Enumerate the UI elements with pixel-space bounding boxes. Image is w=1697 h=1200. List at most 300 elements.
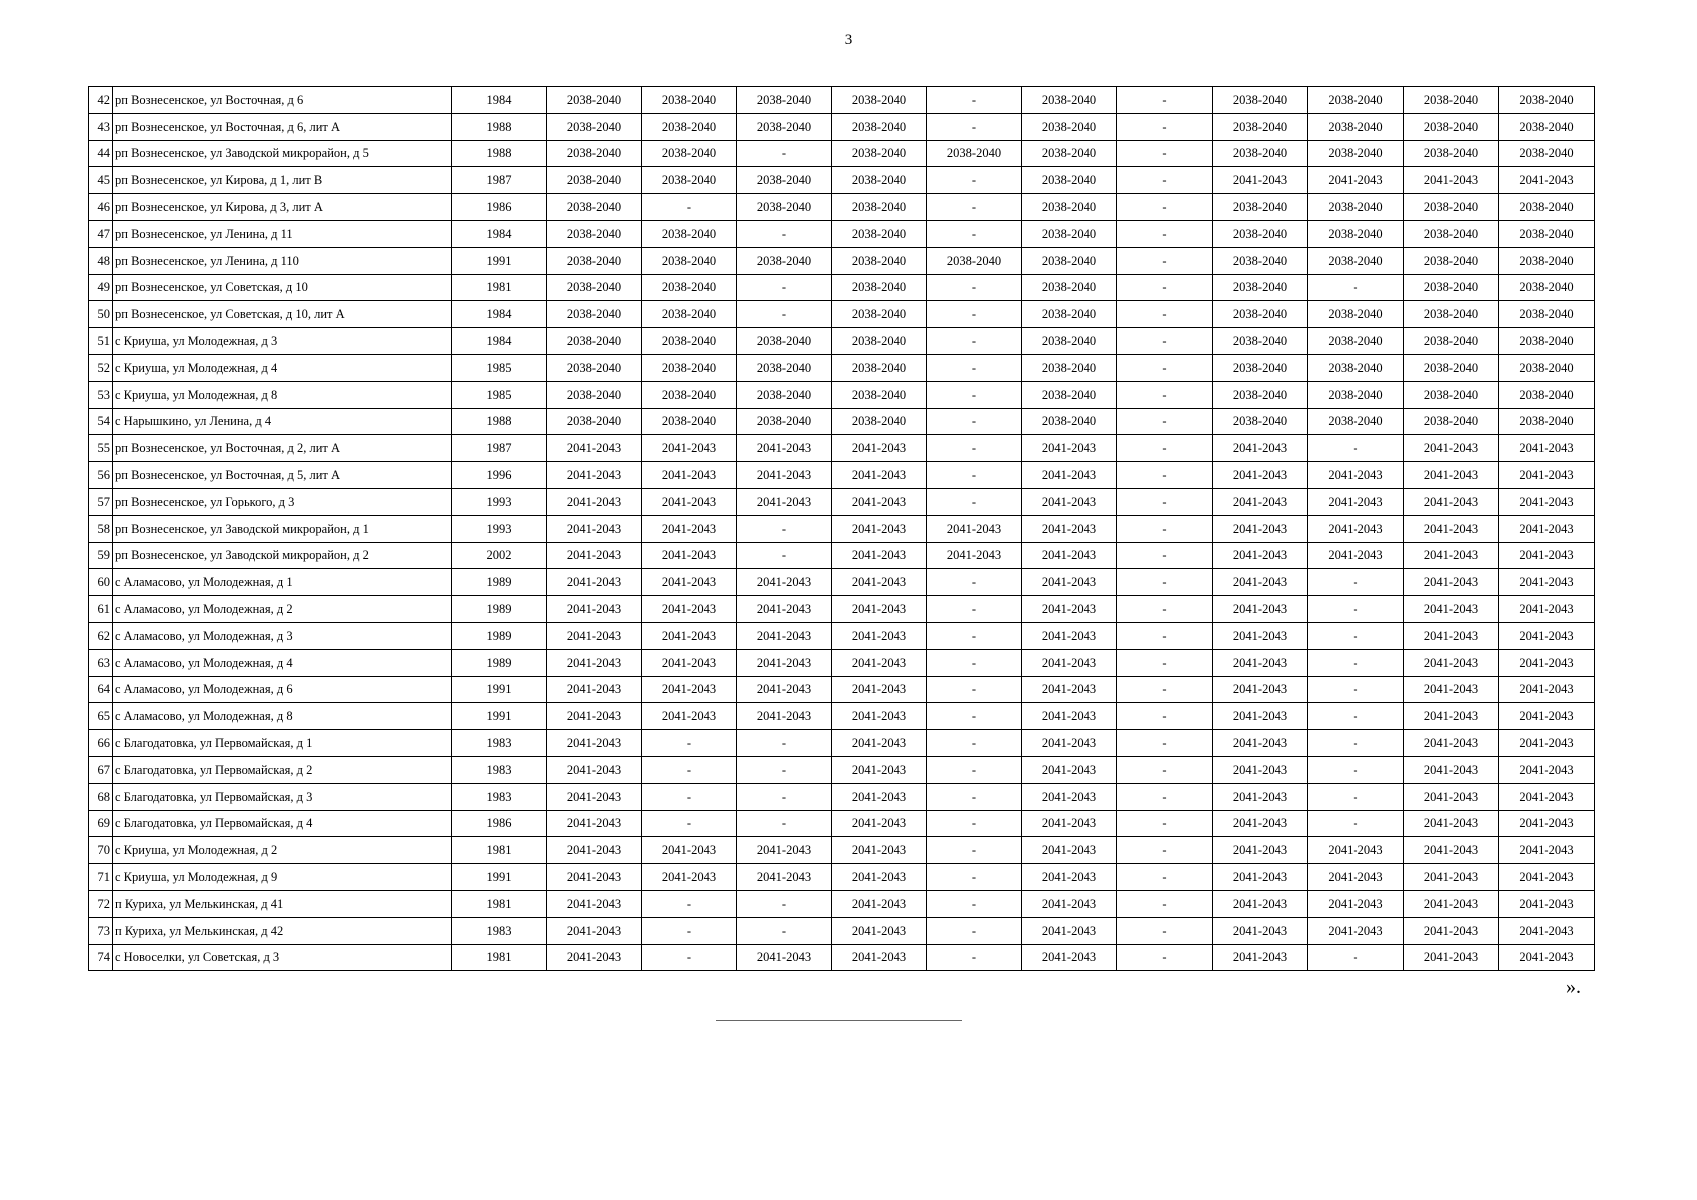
- year-built-cell: 1986: [452, 810, 547, 837]
- work-period-cell: -: [642, 194, 737, 221]
- row-number-cell: 54: [89, 408, 113, 435]
- work-period-cell: -: [1308, 703, 1404, 730]
- work-period-cell: 2041-2043: [1022, 622, 1117, 649]
- work-period-cell: -: [927, 301, 1022, 328]
- table-row: [89, 703, 1595, 730]
- row-number-cell: 61: [89, 596, 113, 623]
- work-period-cell: -: [1308, 676, 1404, 703]
- work-period-cell: -: [1117, 703, 1213, 730]
- work-period-cell: 2038-2040: [642, 408, 737, 435]
- year-built-cell: 1984: [452, 220, 547, 247]
- work-period-cell: 2041-2043: [1404, 488, 1499, 515]
- work-period-cell: 2041-2043: [1022, 569, 1117, 596]
- year-built-cell: 1991: [452, 864, 547, 891]
- work-period-cell: 2038-2040: [1499, 301, 1595, 328]
- work-period-cell: 2041-2043: [1022, 810, 1117, 837]
- address-cell: с Аламасово, ул Молодежная, д 6: [113, 676, 452, 703]
- work-period-cell: 2038-2040: [1499, 247, 1595, 274]
- work-period-cell: 2041-2043: [832, 783, 927, 810]
- work-period-cell: 2041-2043: [547, 810, 642, 837]
- work-period-cell: 2038-2040: [737, 167, 832, 194]
- work-period-cell: 2041-2043: [1499, 167, 1595, 194]
- work-period-cell: 2038-2040: [832, 113, 927, 140]
- work-period-cell: 2041-2043: [642, 703, 737, 730]
- work-period-cell: 2041-2043: [832, 864, 927, 891]
- work-period-cell: 2041-2043: [547, 676, 642, 703]
- work-period-cell: 2038-2040: [1022, 194, 1117, 221]
- work-period-cell: 2041-2043: [1213, 703, 1308, 730]
- year-built-cell: 1991: [452, 247, 547, 274]
- work-period-cell: -: [737, 756, 832, 783]
- table-row: [89, 462, 1595, 489]
- work-period-cell: -: [927, 328, 1022, 355]
- address-cell: рп Вознесенское, ул Кирова, д 1, лит В: [113, 167, 452, 194]
- work-period-cell: 2041-2043: [832, 488, 927, 515]
- table-row: [89, 837, 1595, 864]
- work-period-cell: 2041-2043: [1499, 837, 1595, 864]
- row-number-cell: 51: [89, 328, 113, 355]
- work-period-cell: 2041-2043: [1499, 435, 1595, 462]
- work-period-cell: 2038-2040: [1308, 220, 1404, 247]
- work-period-cell: -: [1117, 462, 1213, 489]
- work-period-cell: 2041-2043: [642, 515, 737, 542]
- work-period-cell: 2041-2043: [832, 649, 927, 676]
- work-period-cell: 2041-2043: [1404, 542, 1499, 569]
- work-period-cell: 2038-2040: [547, 113, 642, 140]
- work-period-cell: 2041-2043: [832, 810, 927, 837]
- work-period-cell: -: [927, 944, 1022, 971]
- work-period-cell: 2041-2043: [1213, 542, 1308, 569]
- work-period-cell: 2038-2040: [832, 274, 927, 301]
- work-period-cell: 2038-2040: [642, 140, 737, 167]
- work-period-cell: -: [927, 783, 1022, 810]
- work-period-cell: -: [927, 194, 1022, 221]
- work-period-cell: -: [1117, 542, 1213, 569]
- year-built-cell: 1984: [452, 328, 547, 355]
- work-period-cell: 2041-2043: [1022, 783, 1117, 810]
- work-period-cell: -: [737, 917, 832, 944]
- work-period-cell: -: [1308, 622, 1404, 649]
- table-row: [89, 676, 1595, 703]
- table-row: [89, 917, 1595, 944]
- work-period-cell: 2041-2043: [547, 649, 642, 676]
- work-period-cell: 2038-2040: [1404, 194, 1499, 221]
- work-period-cell: 2038-2040: [1499, 87, 1595, 114]
- year-built-cell: 1989: [452, 569, 547, 596]
- work-period-cell: -: [927, 408, 1022, 435]
- work-period-cell: 2038-2040: [1022, 220, 1117, 247]
- work-period-cell: -: [737, 890, 832, 917]
- work-period-cell: 2041-2043: [547, 703, 642, 730]
- row-number-cell: 73: [89, 917, 113, 944]
- work-period-cell: 2041-2043: [1308, 864, 1404, 891]
- work-period-cell: 2041-2043: [1404, 944, 1499, 971]
- year-built-cell: 1991: [452, 676, 547, 703]
- row-number-cell: 71: [89, 864, 113, 891]
- year-built-cell: 1996: [452, 462, 547, 489]
- work-period-cell: 2041-2043: [1022, 488, 1117, 515]
- work-period-cell: 2041-2043: [1404, 622, 1499, 649]
- work-period-cell: 2041-2043: [547, 542, 642, 569]
- work-period-cell: 2038-2040: [547, 381, 642, 408]
- work-period-cell: 2038-2040: [1022, 113, 1117, 140]
- work-period-cell: 2041-2043: [1213, 569, 1308, 596]
- work-period-cell: 2038-2040: [642, 301, 737, 328]
- address-cell: с Аламасово, ул Молодежная, д 1: [113, 569, 452, 596]
- work-period-cell: 2038-2040: [1499, 354, 1595, 381]
- work-period-cell: 2041-2043: [737, 944, 832, 971]
- work-period-cell: 2038-2040: [927, 140, 1022, 167]
- work-period-cell: 2041-2043: [832, 596, 927, 623]
- work-period-cell: -: [927, 87, 1022, 114]
- work-period-cell: 2041-2043: [737, 676, 832, 703]
- work-period-cell: -: [1117, 354, 1213, 381]
- row-number-cell: 68: [89, 783, 113, 810]
- table-row: [89, 542, 1595, 569]
- work-period-cell: 2038-2040: [1022, 247, 1117, 274]
- work-period-cell: -: [1117, 810, 1213, 837]
- address-cell: с Криуша, ул Молодежная, д 9: [113, 864, 452, 891]
- year-built-cell: 1986: [452, 194, 547, 221]
- table-row: [89, 113, 1595, 140]
- address-cell: с Новоселки, ул Советская, д 3: [113, 944, 452, 971]
- work-period-cell: 2038-2040: [642, 274, 737, 301]
- year-built-cell: 2002: [452, 542, 547, 569]
- table-row: [89, 810, 1595, 837]
- row-number-cell: 70: [89, 837, 113, 864]
- row-number-cell: 45: [89, 167, 113, 194]
- year-built-cell: 1989: [452, 649, 547, 676]
- work-period-cell: 2041-2043: [832, 569, 927, 596]
- work-period-cell: -: [927, 890, 1022, 917]
- work-period-cell: -: [927, 488, 1022, 515]
- work-period-cell: -: [737, 515, 832, 542]
- work-period-cell: -: [1308, 730, 1404, 757]
- work-period-cell: -: [1117, 569, 1213, 596]
- work-period-cell: 2041-2043: [1308, 837, 1404, 864]
- work-period-cell: -: [1117, 113, 1213, 140]
- address-cell: с Нарышкино, ул Ленина, д 4: [113, 408, 452, 435]
- work-period-cell: -: [1308, 569, 1404, 596]
- work-period-cell: 2038-2040: [547, 247, 642, 274]
- work-period-cell: 2041-2043: [737, 462, 832, 489]
- work-period-cell: 2041-2043: [642, 676, 737, 703]
- work-period-cell: 2041-2043: [1213, 783, 1308, 810]
- work-period-cell: -: [1308, 435, 1404, 462]
- work-period-cell: 2041-2043: [737, 864, 832, 891]
- work-period-cell: 2038-2040: [1404, 220, 1499, 247]
- work-period-cell: 2041-2043: [737, 622, 832, 649]
- table-row: [89, 435, 1595, 462]
- work-period-cell: -: [927, 837, 1022, 864]
- work-period-cell: 2041-2043: [832, 435, 927, 462]
- work-period-cell: 2041-2043: [1404, 890, 1499, 917]
- work-period-cell: 2041-2043: [832, 703, 927, 730]
- work-period-cell: 2041-2043: [1404, 730, 1499, 757]
- work-period-cell: -: [927, 381, 1022, 408]
- table-row: [89, 890, 1595, 917]
- work-period-cell: 2041-2043: [737, 649, 832, 676]
- year-built-cell: 1993: [452, 488, 547, 515]
- work-period-cell: 2041-2043: [1499, 462, 1595, 489]
- work-period-cell: 2041-2043: [1499, 542, 1595, 569]
- work-period-cell: 2041-2043: [547, 569, 642, 596]
- work-period-cell: 2041-2043: [1499, 890, 1595, 917]
- table-row: [89, 649, 1595, 676]
- row-number-cell: 52: [89, 354, 113, 381]
- work-period-cell: 2038-2040: [547, 220, 642, 247]
- row-number-cell: 56: [89, 462, 113, 489]
- work-period-cell: 2041-2043: [1308, 515, 1404, 542]
- row-number-cell: 47: [89, 220, 113, 247]
- row-number-cell: 58: [89, 515, 113, 542]
- work-period-cell: 2038-2040: [1404, 301, 1499, 328]
- work-period-cell: 2038-2040: [1308, 301, 1404, 328]
- row-number-cell: 65: [89, 703, 113, 730]
- work-period-cell: 2038-2040: [832, 381, 927, 408]
- work-period-cell: 2041-2043: [547, 596, 642, 623]
- work-period-cell: -: [642, 783, 737, 810]
- work-period-cell: 2041-2043: [547, 917, 642, 944]
- work-period-cell: 2041-2043: [1213, 944, 1308, 971]
- work-period-cell: 2038-2040: [1213, 87, 1308, 114]
- work-period-cell: 2041-2043: [1022, 542, 1117, 569]
- work-period-cell: 2038-2040: [1022, 354, 1117, 381]
- work-period-cell: 2038-2040: [1404, 113, 1499, 140]
- table-row: [89, 622, 1595, 649]
- work-period-cell: 2041-2043: [1022, 703, 1117, 730]
- year-built-cell: 1988: [452, 408, 547, 435]
- address-cell: с Благодатовка, ул Первомайская, д 3: [113, 783, 452, 810]
- work-period-cell: 2038-2040: [832, 220, 927, 247]
- work-period-cell: 2038-2040: [1213, 381, 1308, 408]
- row-number-cell: 66: [89, 730, 113, 757]
- work-period-cell: 2038-2040: [642, 113, 737, 140]
- work-period-cell: 2038-2040: [547, 87, 642, 114]
- work-period-cell: 2038-2040: [1308, 140, 1404, 167]
- work-period-cell: 2038-2040: [1213, 274, 1308, 301]
- year-built-cell: 1988: [452, 140, 547, 167]
- work-period-cell: -: [1117, 756, 1213, 783]
- work-period-cell: 2041-2043: [1213, 462, 1308, 489]
- work-period-cell: -: [1308, 944, 1404, 971]
- work-period-cell: 2041-2043: [547, 462, 642, 489]
- work-period-cell: 2041-2043: [1499, 488, 1595, 515]
- work-period-cell: 2041-2043: [547, 783, 642, 810]
- work-period-cell: 2041-2043: [737, 435, 832, 462]
- work-period-cell: 2041-2043: [547, 944, 642, 971]
- work-period-cell: -: [1117, 488, 1213, 515]
- work-period-cell: 2041-2043: [832, 944, 927, 971]
- work-period-cell: 2041-2043: [1404, 649, 1499, 676]
- work-period-cell: 2041-2043: [1022, 515, 1117, 542]
- work-period-cell: 2041-2043: [1404, 837, 1499, 864]
- address-cell: п Куриха, ул Мелькинская, д 42: [113, 917, 452, 944]
- work-period-cell: 2041-2043: [832, 837, 927, 864]
- work-period-cell: 2041-2043: [547, 622, 642, 649]
- work-period-cell: -: [1117, 837, 1213, 864]
- work-period-cell: 2041-2043: [1022, 864, 1117, 891]
- work-period-cell: -: [1117, 730, 1213, 757]
- work-period-cell: 2041-2043: [1404, 515, 1499, 542]
- work-period-cell: 2041-2043: [642, 488, 737, 515]
- year-built-cell: 1988: [452, 113, 547, 140]
- work-period-cell: 2038-2040: [1022, 274, 1117, 301]
- year-built-cell: 1989: [452, 622, 547, 649]
- address-cell: рп Вознесенское, ул Кирова, д 3, лит А: [113, 194, 452, 221]
- work-period-cell: 2041-2043: [1022, 676, 1117, 703]
- year-built-cell: 1984: [452, 301, 547, 328]
- work-period-cell: 2041-2043: [547, 435, 642, 462]
- work-period-cell: -: [1117, 301, 1213, 328]
- work-period-cell: 2041-2043: [832, 462, 927, 489]
- address-cell: с Криуша, ул Молодежная, д 4: [113, 354, 452, 381]
- work-period-cell: 2038-2040: [927, 247, 1022, 274]
- work-period-cell: -: [737, 810, 832, 837]
- work-period-cell: 2041-2043: [1308, 462, 1404, 489]
- work-period-cell: 2038-2040: [1499, 381, 1595, 408]
- work-period-cell: -: [1117, 167, 1213, 194]
- work-period-cell: -: [1117, 864, 1213, 891]
- work-period-cell: 2041-2043: [1499, 622, 1595, 649]
- work-period-cell: 2038-2040: [642, 354, 737, 381]
- work-period-cell: -: [927, 622, 1022, 649]
- work-period-cell: 2041-2043: [1499, 917, 1595, 944]
- work-period-cell: -: [1308, 274, 1404, 301]
- work-period-cell: -: [927, 649, 1022, 676]
- work-period-cell: -: [1117, 381, 1213, 408]
- work-period-cell: -: [1308, 756, 1404, 783]
- work-period-cell: -: [927, 917, 1022, 944]
- work-period-cell: 2041-2043: [1022, 730, 1117, 757]
- work-period-cell: -: [737, 274, 832, 301]
- work-period-cell: -: [1117, 247, 1213, 274]
- work-period-cell: -: [737, 783, 832, 810]
- work-period-cell: -: [1308, 783, 1404, 810]
- row-number-cell: 42: [89, 87, 113, 114]
- work-period-cell: 2041-2043: [1022, 649, 1117, 676]
- work-period-cell: 2041-2043: [1404, 703, 1499, 730]
- year-built-cell: 1983: [452, 917, 547, 944]
- work-period-cell: 2041-2043: [1499, 756, 1595, 783]
- work-period-cell: 2038-2040: [1022, 140, 1117, 167]
- table-row: [89, 381, 1595, 408]
- row-number-cell: 60: [89, 569, 113, 596]
- work-period-cell: 2038-2040: [832, 301, 927, 328]
- table-row: [89, 730, 1595, 757]
- work-period-cell: -: [737, 730, 832, 757]
- work-period-cell: 2038-2040: [1308, 408, 1404, 435]
- work-period-cell: 2041-2043: [1308, 890, 1404, 917]
- work-period-cell: 2038-2040: [1308, 247, 1404, 274]
- work-period-cell: 2041-2043: [642, 542, 737, 569]
- work-period-cell: -: [927, 274, 1022, 301]
- work-period-cell: -: [927, 113, 1022, 140]
- work-period-cell: 2041-2043: [1404, 569, 1499, 596]
- address-cell: рп Вознесенское, ул Заводской микрорайон, д 1: [113, 515, 452, 542]
- work-period-cell: -: [927, 596, 1022, 623]
- table-row: [89, 220, 1595, 247]
- work-period-cell: 2041-2043: [1213, 864, 1308, 891]
- year-built-cell: 1993: [452, 515, 547, 542]
- work-period-cell: 2041-2043: [737, 596, 832, 623]
- row-number-cell: 74: [89, 944, 113, 971]
- work-period-cell: 2038-2040: [1404, 354, 1499, 381]
- work-period-cell: 2041-2043: [1404, 167, 1499, 194]
- row-number-cell: 59: [89, 542, 113, 569]
- work-period-cell: 2041-2043: [1404, 596, 1499, 623]
- work-period-cell: 2038-2040: [1308, 328, 1404, 355]
- work-period-cell: 2041-2043: [1022, 837, 1117, 864]
- work-period-cell: 2041-2043: [1308, 488, 1404, 515]
- work-period-cell: 2038-2040: [1499, 113, 1595, 140]
- work-period-cell: 2038-2040: [1213, 354, 1308, 381]
- work-period-cell: 2041-2043: [737, 837, 832, 864]
- row-number-cell: 53: [89, 381, 113, 408]
- year-built-cell: 1989: [452, 596, 547, 623]
- table-row: [89, 194, 1595, 221]
- work-period-cell: 2041-2043: [1499, 515, 1595, 542]
- table-row: [89, 301, 1595, 328]
- work-period-cell: 2038-2040: [832, 87, 927, 114]
- work-period-cell: 2038-2040: [1308, 113, 1404, 140]
- work-period-cell: 2041-2043: [1213, 515, 1308, 542]
- work-period-cell: 2041-2043: [1022, 756, 1117, 783]
- work-period-cell: 2038-2040: [1499, 408, 1595, 435]
- work-period-cell: -: [1117, 328, 1213, 355]
- table-row: [89, 328, 1595, 355]
- table-row: [89, 247, 1595, 274]
- work-period-cell: -: [1117, 515, 1213, 542]
- work-period-cell: 2041-2043: [1499, 569, 1595, 596]
- work-period-cell: 2041-2043: [1213, 756, 1308, 783]
- end-of-document-line: [716, 1020, 962, 1021]
- work-period-cell: -: [642, 730, 737, 757]
- work-period-cell: -: [1117, 649, 1213, 676]
- work-period-cell: 2041-2043: [1404, 864, 1499, 891]
- work-period-cell: 2041-2043: [1499, 810, 1595, 837]
- address-cell: с Благодатовка, ул Первомайская, д 1: [113, 730, 452, 757]
- work-period-cell: 2038-2040: [1499, 140, 1595, 167]
- work-period-cell: 2041-2043: [1213, 917, 1308, 944]
- work-period-cell: 2041-2043: [1213, 622, 1308, 649]
- year-built-cell: 1991: [452, 703, 547, 730]
- address-cell: рп Вознесенское, ул Заводской микрорайон, д 2: [113, 542, 452, 569]
- table-row: [89, 596, 1595, 623]
- address-cell: с Аламасово, ул Молодежная, д 4: [113, 649, 452, 676]
- table-row: [89, 408, 1595, 435]
- work-period-cell: -: [1117, 596, 1213, 623]
- work-period-cell: 2038-2040: [1404, 87, 1499, 114]
- work-period-cell: -: [642, 756, 737, 783]
- work-period-cell: -: [737, 542, 832, 569]
- work-period-cell: -: [1117, 917, 1213, 944]
- work-period-cell: 2041-2043: [1213, 649, 1308, 676]
- work-period-cell: 2038-2040: [1499, 220, 1595, 247]
- work-period-cell: 2038-2040: [1022, 87, 1117, 114]
- work-period-cell: 2038-2040: [547, 274, 642, 301]
- work-period-cell: 2041-2043: [1213, 167, 1308, 194]
- table-row: [89, 140, 1595, 167]
- work-period-cell: 2041-2043: [832, 515, 927, 542]
- work-period-cell: -: [642, 944, 737, 971]
- work-period-cell: 2041-2043: [1213, 488, 1308, 515]
- address-cell: п Куриха, ул Мелькинская, д 41: [113, 890, 452, 917]
- year-built-cell: 1983: [452, 730, 547, 757]
- table-row: [89, 354, 1595, 381]
- year-built-cell: 1981: [452, 837, 547, 864]
- work-period-cell: 2038-2040: [547, 301, 642, 328]
